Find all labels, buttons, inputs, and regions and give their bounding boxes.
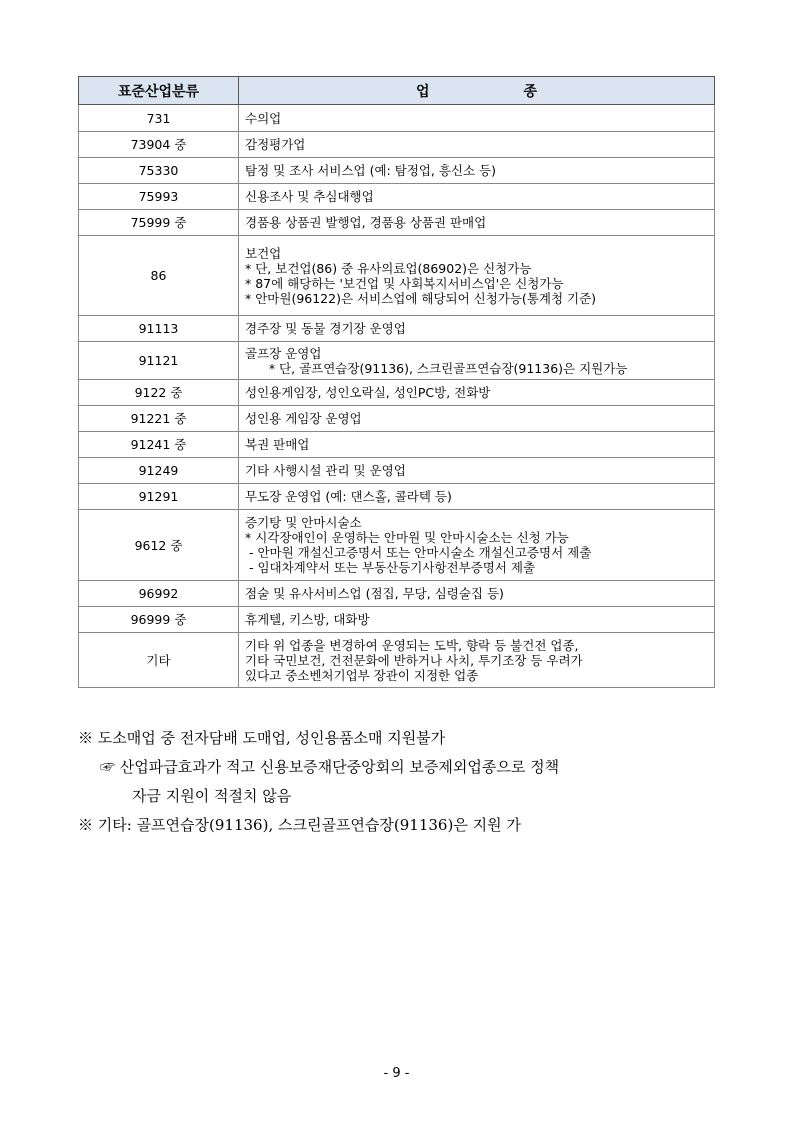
industry-code-cell: 9122 중	[79, 380, 239, 406]
industry-code-cell: 731	[79, 105, 239, 132]
business-type-line: 증기탕 및 안마시술소	[245, 515, 362, 530]
business-type-line: 수의업	[245, 110, 282, 126]
business-type-line: 기타 위 업종을 변경하여 운영되는 도박, 향락 등 불건전 업종,	[245, 637, 579, 653]
business-type-line: * 단, 골프연습장(91136), 스크린골프연습장(91136)은 지원가능	[245, 360, 628, 376]
business-type-line: 경주장 및 동물 경기장 운영업	[245, 321, 406, 336]
business-type-cell	[239, 607, 715, 633]
business-type-line: - 임대차계약서 또는 부동산등기사항전부증명서 제출	[245, 560, 536, 575]
business-type-line: * 시각장애인이 운영하는 안마원 및 안마시술소는 신청 가능	[245, 530, 569, 545]
industry-code-cell: 기타	[79, 633, 239, 688]
note-wholesale-exclusion: ※ 도소매업 중 전자담배 도매업, 성인용품소매 지원불가	[78, 729, 446, 747]
business-type-cell	[239, 132, 715, 158]
industry-code-cell: 86	[79, 236, 239, 316]
business-type-line: 복권 판매업	[245, 437, 310, 452]
business-type-line: * 단, 보건업(86) 중 유사의료업(86902)은 신청가능	[245, 260, 532, 276]
industry-code-cell: 91221 중	[79, 406, 239, 432]
note-wholesale-reason: ☞ 산업파급효과가 적고 신용보증재단중앙회의 보증제외업종으로 정책	[100, 758, 560, 776]
business-type-line: 기타 국민보건, 건전문화에 반하거나 사치, 투기조장 등 우려가	[245, 652, 583, 668]
industry-code-cell: 91249	[79, 458, 239, 484]
business-type-line: 탐정 및 조사 서비스업 (예: 탐정업, 흥신소 등)	[245, 163, 497, 178]
table-body	[79, 105, 715, 688]
business-type-cell	[239, 406, 715, 432]
business-type-cell	[239, 316, 715, 342]
industry-code-cell: 75330	[79, 158, 239, 184]
table-header-row	[79, 77, 715, 105]
business-type-cell	[239, 380, 715, 406]
industry-code-cell: 9612 중	[79, 510, 239, 581]
header-industry-code: 표준산업분류	[79, 77, 239, 105]
business-type-cell	[239, 158, 715, 184]
business-type-line: 있다고 중소벤처기업부 장관이 지정한 업종	[245, 667, 479, 683]
industry-code-cell: 96992	[79, 581, 239, 607]
business-type-cell	[239, 484, 715, 510]
business-type-line: 신용조사 및 추심대행업	[245, 189, 374, 204]
header-business-type-right: 종	[523, 83, 538, 100]
header-business-type-left: 업	[415, 83, 430, 100]
business-type-line: 휴게텔, 키스방, 대화방	[245, 612, 370, 627]
business-type-cell	[239, 184, 715, 210]
business-type-cell	[239, 210, 715, 236]
excluded-industries-table	[78, 76, 715, 688]
business-type-line: * 87에 해당하는 '보건업 및 사회복지서비스업'은 신청가능	[245, 275, 564, 291]
business-type-line: 보건업	[245, 245, 282, 261]
table-row	[79, 484, 715, 510]
table-row	[79, 406, 715, 432]
header-business-type	[239, 77, 715, 105]
table-row	[79, 105, 715, 132]
table-row	[79, 633, 715, 688]
table-row	[79, 342, 715, 380]
table-row	[79, 380, 715, 406]
industry-code-cell: 91121	[79, 342, 239, 380]
business-type-line: 경품용 상품권 발행업, 경품용 상품권 판매업	[245, 215, 487, 230]
table-row	[79, 132, 715, 158]
table-row	[79, 581, 715, 607]
table-row	[79, 236, 715, 316]
industry-code-cell: 75999 중	[79, 210, 239, 236]
business-type-line: 점술 및 유사서비스업 (점집, 무당, 심령술집 등)	[245, 586, 504, 601]
business-type-line: 기타 사행시설 관리 및 운영업	[245, 463, 406, 478]
business-type-line: 성인용 게임장 운영업	[245, 411, 362, 426]
table-row	[79, 458, 715, 484]
business-type-cell	[239, 105, 715, 132]
table-row	[79, 607, 715, 633]
business-type-line: 골프장 운영업	[245, 345, 322, 361]
table-row	[79, 510, 715, 581]
note-wholesale-reason-cont: 자금 지원이 적절치 않음	[132, 787, 292, 805]
table-row	[79, 210, 715, 236]
business-type-line: 성인용게임장, 성인오락실, 성인PC방, 전화방	[245, 385, 491, 400]
industry-code-cell: 96999 중	[79, 607, 239, 633]
table-row	[79, 432, 715, 458]
business-type-cell	[239, 432, 715, 458]
business-type-line: * 안마원(96122)은 서비스업에 해당되어 신청가능(통계청 기준)	[245, 290, 597, 306]
business-type-cell	[239, 458, 715, 484]
industry-code-cell: 91291	[79, 484, 239, 510]
table-row	[79, 184, 715, 210]
industry-code-cell: 91113	[79, 316, 239, 342]
business-type-cell	[239, 510, 715, 581]
business-type-cell	[239, 236, 715, 316]
business-type-line: - 안마원 개설신고증명서 또는 안마시술소 개설신고증명서 제출	[245, 545, 592, 560]
table-row	[79, 158, 715, 184]
business-type-cell	[239, 342, 715, 380]
table-row	[79, 316, 715, 342]
business-type-cell	[239, 633, 715, 688]
notes-section	[78, 724, 738, 840]
industry-code-cell: 73904 중	[79, 132, 239, 158]
business-type-cell	[239, 581, 715, 607]
industry-code-cell: 91241 중	[79, 432, 239, 458]
note-golf-exception: ※ 기타: 골프연습장(91136), 스크린골프연습장(91136)은 지원 가	[78, 816, 521, 834]
industry-code-cell: 75993	[79, 184, 239, 210]
page-number: - 9 -	[383, 1066, 410, 1081]
business-type-line: 감정평가업	[245, 137, 306, 152]
business-type-line: 무도장 운영업 (예: 댄스홀, 콜라텍 등)	[245, 489, 452, 504]
